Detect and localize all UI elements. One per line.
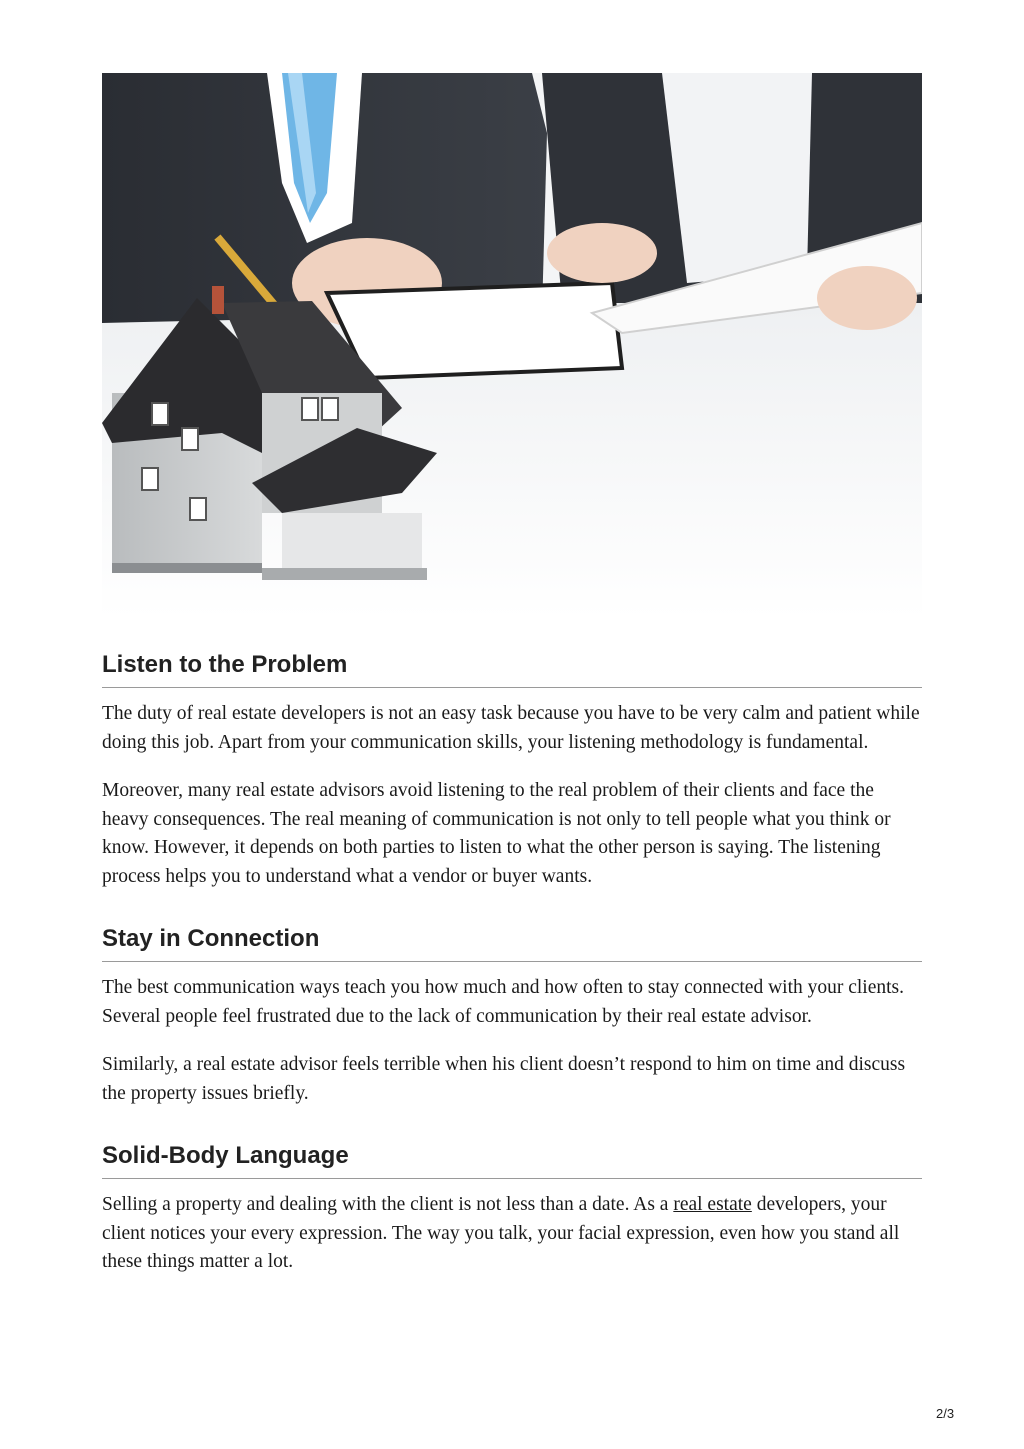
paragraph-text-after-link: developers, your client notices your every expression. The way you talk, your facial expression, even how you stand all these things matter a lot. bbox=[102, 1194, 900, 1272]
paragraph-with-link bbox=[102, 1191, 922, 1277]
paragraph: Moreover, many real estate advisors avoid listening to the real problem of their clients and face the heavy consequences. The real meaning of communication is not only to tell people what you think or know. However, it depends on both parties to listen to what the other person is saying. The listening process helps you to understand what a vendor or buyer wants. bbox=[102, 780, 891, 887]
paragraph: The best communication ways teach you how much and how often to stay connected with your clients. Several people feel frustrated due to the lack of communication by their real estate advisor. bbox=[102, 977, 905, 1027]
real-estate-link[interactable]: real estate bbox=[673, 1194, 752, 1215]
section-heading: Solid-Body Language bbox=[102, 1142, 922, 1179]
paragraph: The duty of real estate developers is not an easy task because you have to be very calm and patient while doing this job. Apart from your communication skills, your listening methodology is fundamental. bbox=[102, 703, 920, 753]
section-stay-in-connection bbox=[102, 925, 922, 1108]
section-listen bbox=[102, 651, 922, 891]
section-heading: Listen to the Problem bbox=[102, 651, 922, 688]
section-body-language bbox=[102, 1142, 922, 1277]
paragraph: Similarly, a real estate advisor feels terrible when his client doesn’t respond to him on time and discuss the property issues briefly. bbox=[102, 1054, 906, 1104]
paragraph-text-before-link: Selling a property and dealing with the client is not less than a date. As a bbox=[102, 1194, 674, 1215]
page-number: 2/3 bbox=[936, 1406, 955, 1421]
document-page bbox=[102, 73, 922, 1277]
section-heading: Stay in Connection bbox=[102, 925, 922, 962]
hero-image bbox=[102, 73, 922, 619]
